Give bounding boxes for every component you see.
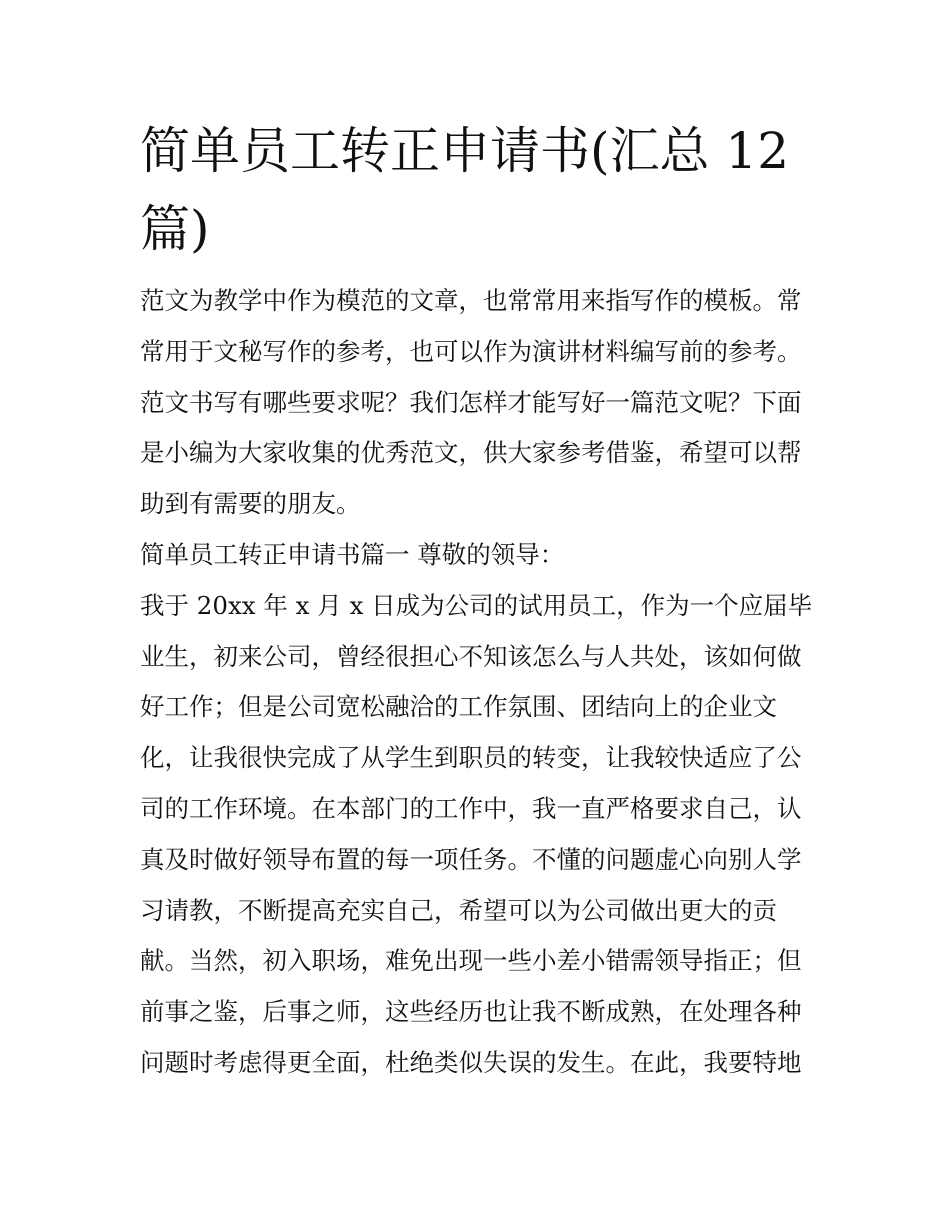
body-line: 司的工作环境。在本部门的工作中，我一直严格要求自己，认 [140,793,802,823]
section-heading: 简单员工转正申请书篇一 尊敬的领导： [140,539,565,569]
document-body [140,276,816,1089]
body-line: 是小编为大家收集的优秀范文，供大家参考借鉴，希望可以帮 [140,438,802,468]
body-line: 业生，初来公司，曾经很担心不知该怎么与人共处，该如何做 [140,641,802,671]
body-line: 好工作；但是公司宽松融洽的工作氛围、团结向上的企业文 [140,692,777,722]
title-line-2: 篇) [140,200,210,258]
body-line: 化，让我很快完成了从学生到职员的转变，让我较快适应了公 [140,743,802,773]
body-line: 前事之鉴，后事之师，这些经历也让我不断成熟，在处理各种 [140,997,802,1027]
body-line: 范文书写有哪些要求呢？我们怎样才能写好一篇范文呢？下面 [140,387,802,417]
title-line-1: 简单员工转正申请书(汇总 12 [140,122,790,180]
body-line: 问题时考虑得更全面，杜绝类似失误的发生。在此，我要特地 [140,1047,802,1077]
body-line: 习请教，不断提高充实自己，希望可以为公司做出更大的贡 [140,895,777,925]
body-line: 献。当然，初入职场，难免出现一些小差小错需领导指正；但 [140,946,802,976]
body-line: 常用于文秘写作的参考，也可以作为演讲材料编写前的参考。 [140,336,802,366]
body-line: 真及时做好领导布置的每一项任务。不懂的问题虚心向别人学 [140,844,802,874]
document-title [140,112,820,268]
body-line: 助到有需要的朋友。 [140,489,361,519]
body-line: 范文为教学中作为模范的文章，也常常用来指写作的模板。常 [140,286,802,315]
body-line: 我于 20xx 年 x 月 x 日成为公司的试用员工，作为一个应届毕 [140,590,813,620]
